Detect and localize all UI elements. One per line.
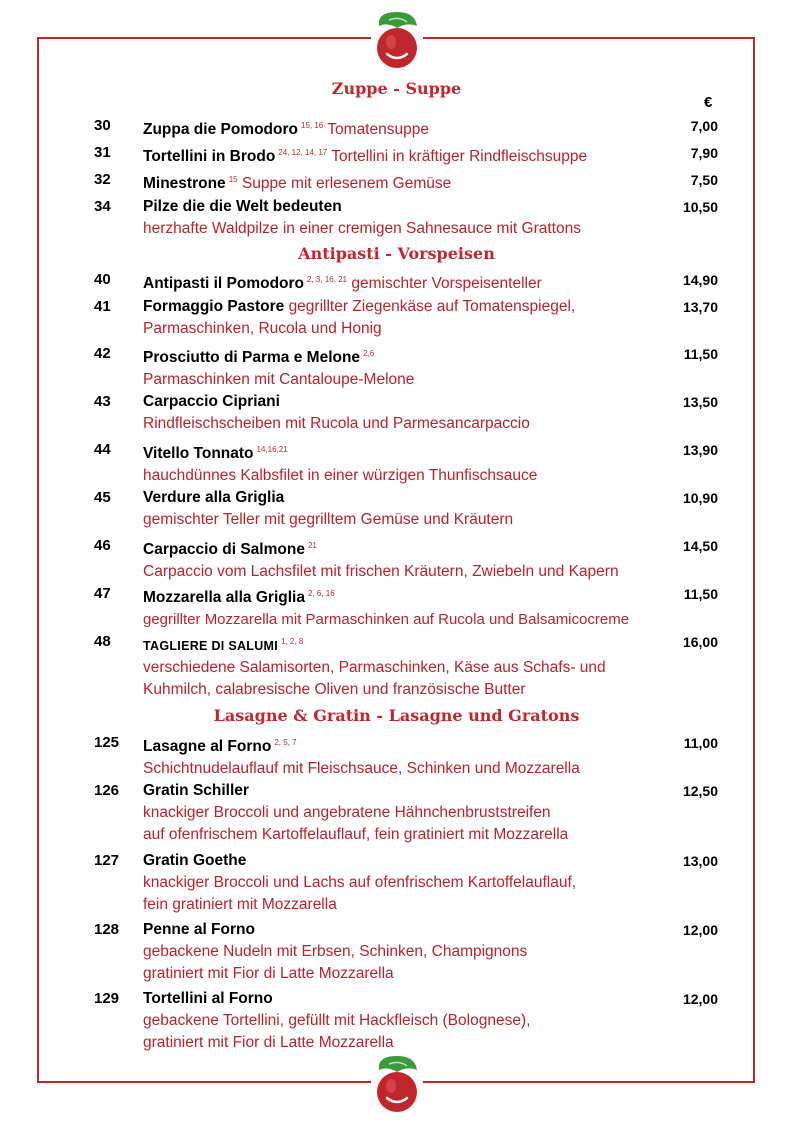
- item-description: gegrillter Mozzarella mit Parmaschinken auf Rucola und Balsamicocreme: [143, 611, 630, 629]
- item-number: 43: [94, 393, 111, 410]
- tomato-logo-icon: [371, 6, 423, 70]
- item-description: herzhafte Waldpilze in einer cremigen Sahnesauce mit Grattons: [143, 220, 581, 237]
- section-title: Zuppe - Suppe: [331, 79, 462, 98]
- item-description: verschiedene Salamisorten, Parmaschinken, Käse aus Schafs- und: [143, 659, 606, 677]
- item-description: Rindfleischscheiben mit Rucola und Parmesancarpaccio: [143, 415, 530, 432]
- item-description: Carpaccio vom Lachsfilet mit frischen Kräutern, Zwiebeln und Kapern: [143, 563, 619, 581]
- item-name: Lasagne al Forno: [143, 738, 272, 756]
- tomato-logo-icon: [371, 1050, 423, 1114]
- item-name: Antipasti il Pomodoro: [143, 275, 305, 293]
- item-description: knackiger Broccoli und angebratene Hähnchenbruststreifen: [143, 804, 551, 821]
- item-description: Schichtnudelauflauf mit Fleischsauce, Schinken und Mozzarella: [143, 760, 580, 778]
- item-price: 14,90: [682, 272, 718, 288]
- item-description: gratiniert mit Fior di Latte Mozzarella: [143, 1034, 394, 1051]
- item-number: 34: [94, 198, 111, 215]
- item-allergens: 15, 16: [301, 121, 324, 130]
- item-number: 41: [94, 298, 111, 315]
- item-price: 13,50: [682, 394, 718, 410]
- item-number: 47: [94, 585, 111, 602]
- item-number: 45: [94, 489, 111, 506]
- item-name: Tortellini al Forno: [143, 990, 273, 1007]
- item-number: 44: [94, 441, 111, 458]
- item-description: Kuhmilch, calabresische Oliven und französische Butter: [143, 681, 526, 699]
- item-price: 11,50: [683, 346, 718, 362]
- item-name: Prosciutto di Parma e Melone: [143, 349, 361, 367]
- item-description: gemischter Vorspeisenteller: [351, 275, 542, 293]
- item-price: 10,50: [682, 199, 718, 215]
- item-allergens: 2, 3, 16, 21: [307, 275, 348, 284]
- item-price: 14,50: [682, 538, 718, 554]
- item-allergens: 2, 6, 16: [307, 589, 335, 598]
- item-price: 12,00: [682, 922, 718, 938]
- item-number: 31: [94, 144, 111, 161]
- item-number: 129: [94, 990, 120, 1007]
- item-price: 11,50: [683, 586, 718, 602]
- item-number: 48: [94, 633, 111, 650]
- item-number: 125: [94, 734, 120, 751]
- item-number: 126: [94, 782, 120, 799]
- item-price: 12,00: [682, 991, 718, 1007]
- item-description: gebackene Tortellini, gefüllt mit Hackfleisch (Bolognese),: [143, 1012, 531, 1029]
- item-description: fein gratiniert mit Mozzarella: [143, 896, 337, 913]
- item-description: Tomatensuppe: [327, 121, 429, 139]
- item-number: 127: [94, 852, 120, 869]
- item-name: Mozzarella alla Griglia: [143, 589, 305, 607]
- item-allergens: 15: [228, 175, 238, 184]
- item-name: Carpaccio di Salmone: [143, 541, 305, 559]
- item-allergens: 1, 2, 8: [281, 637, 304, 646]
- item-number: 46: [94, 537, 111, 554]
- item-name: Pilze die die Welt bedeuten: [143, 198, 342, 215]
- item-description: Parmaschinken, Rucola und Honig: [143, 320, 382, 337]
- item-number: 30: [94, 117, 111, 134]
- item-name: Gratin Schiller: [143, 782, 249, 799]
- section-title: Antipasti - Vorspeisen: [298, 244, 495, 263]
- item-name: TAGLIERE DI SALUMI: [143, 639, 279, 654]
- item-description: Suppe mit erlesenem Gemüse: [241, 175, 452, 193]
- item-price: 12,50: [682, 783, 718, 799]
- item-name: Tortellini in Brodo: [143, 148, 276, 166]
- item-number: 32: [94, 171, 111, 188]
- item-description: gegrillter Ziegenkäse auf Tomatenspiegel,: [288, 298, 576, 315]
- item-description: gemischter Teller mit gegrilltem Gemüse und Kräutern: [143, 511, 514, 528]
- item-allergens: 2,6: [363, 349, 375, 358]
- item-description: hauchdünnes Kalbsfilet in einer würzigen Thunfischsauce: [143, 467, 538, 485]
- item-name: Penne al Forno: [143, 921, 255, 938]
- item-price: 7,00: [690, 118, 718, 134]
- item-name: Zuppa die Pomodoro: [143, 121, 298, 139]
- item-price: 7,50: [690, 172, 718, 188]
- item-number: 40: [94, 271, 111, 288]
- item-name: Minestrone: [143, 175, 226, 193]
- item-price: 13,00: [682, 853, 718, 869]
- item-price: 13,90: [682, 442, 718, 458]
- item-description: Parmaschinken mit Cantaloupe-Melone: [143, 371, 415, 389]
- item-price: 11,00: [683, 735, 718, 751]
- item-allergens: 24, 12, 14, 17: [278, 148, 328, 157]
- currency-symbol: €: [704, 94, 713, 111]
- item-price: 7,90: [690, 145, 718, 161]
- item-description: auf ofenfrischem Kartoffelauflauf, fein gratiniert mit Mozzarella: [143, 826, 569, 843]
- item-allergens: 14,16,21: [256, 445, 288, 454]
- item-name: Vitello Tonnato: [143, 445, 254, 463]
- section-title: Lasagne & Gratin - Lasagne und Gratons: [213, 706, 580, 725]
- item-description: gratiniert mit Fior di Latte Mozzarella: [143, 965, 394, 982]
- item-name: Carpaccio Cipriani: [143, 393, 280, 410]
- item-number: 128: [94, 921, 120, 938]
- item-number: 42: [94, 345, 111, 362]
- item-price: 10,90: [682, 490, 718, 506]
- item-description: gebackene Nudeln mit Erbsen, Schinken, Champignons: [143, 943, 528, 960]
- item-name: Formaggio Pastore: [143, 298, 285, 315]
- item-price: 16,00: [682, 634, 718, 650]
- item-description: knackiger Broccoli und Lachs auf ofenfrischem Kartoffelauflauf,: [143, 874, 577, 891]
- item-name: Gratin Goethe: [143, 852, 247, 869]
- item-description: Tortellini in kräftiger Rindfleischsuppe: [331, 148, 588, 166]
- item-allergens: 2, 5, 7: [274, 738, 297, 747]
- item-name: Verdure alla Griglia: [143, 489, 285, 506]
- item-price: 13,70: [682, 299, 718, 315]
- item-allergens: 21: [307, 541, 317, 550]
